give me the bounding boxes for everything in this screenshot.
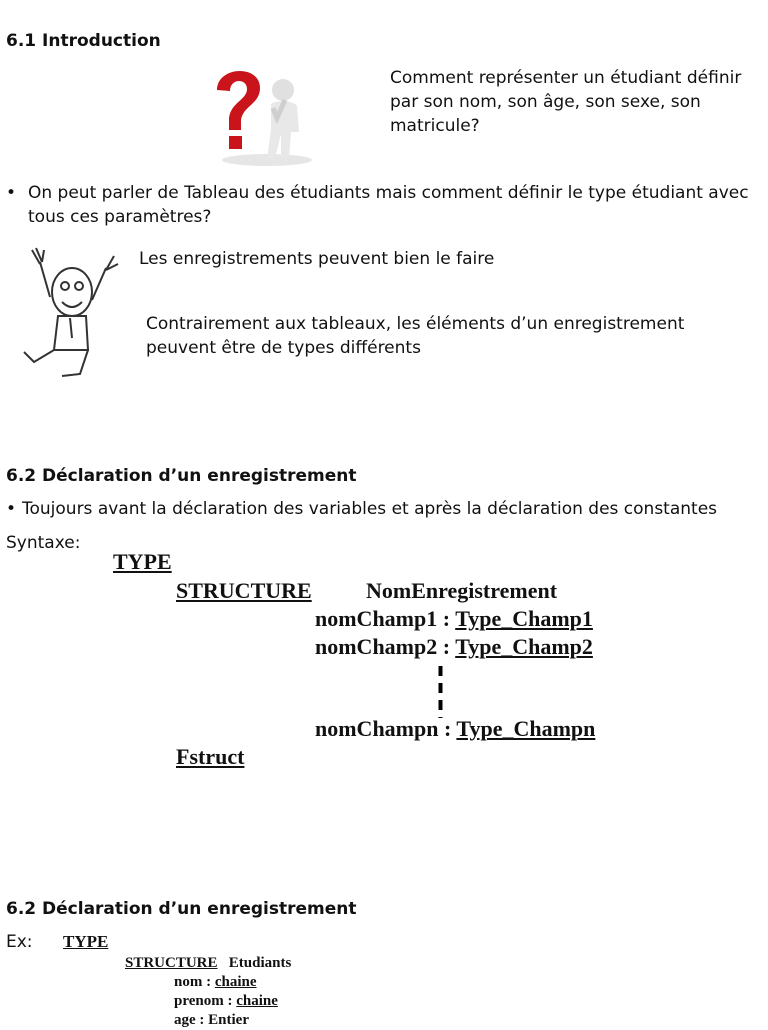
example-field-name: prenom : <box>174 993 237 1009</box>
answer-line-1: Les enregistrements peuvent bien le faire <box>139 249 495 269</box>
code-field-name: nomChampn : <box>315 716 457 741</box>
section-title-declaration: 6.2 Déclaration d’un enregistrement <box>6 466 357 486</box>
code-field-name: nomChamp2 : <box>315 634 456 659</box>
example-field-name: age : <box>174 1012 209 1028</box>
example-field-type: chaine <box>214 974 257 990</box>
continuation-dashes <box>438 666 443 718</box>
cartoon-man-icon <box>10 242 132 382</box>
section-title-intro: 6.1 Introduction <box>6 31 161 51</box>
example-struct-name: Etudiants <box>228 955 292 971</box>
code-field-row <box>315 634 593 660</box>
intro-bullet: On peut parler de Tableau des étudiants mais comment définir le type étudiant avec tous ces paramètres? <box>28 183 749 227</box>
code-field-type: Type_Champ2 <box>455 634 593 659</box>
example-field-type: chaine <box>236 993 278 1009</box>
code-field-name: nomChamp1 : <box>315 606 456 631</box>
code-field-row <box>315 716 595 742</box>
code-field-type: Type_Champ1 <box>455 606 593 631</box>
question-mark-person-icon <box>205 60 325 168</box>
example-type-keyword: TYPE <box>63 932 109 951</box>
example-field-row <box>174 992 278 1011</box>
bullet-dot-2: • <box>6 499 17 519</box>
answer-line-2: Contrairement aux tableaux, les éléments d’un enregistrement peuvent être de types différents <box>146 314 685 358</box>
code-end-keyword: Fstruct <box>176 744 245 769</box>
declaration-bullet: Toujours avant la déclaration des variables et après la déclaration des constantes <box>22 499 718 519</box>
intro-question: Comment représenter un étudiant définir par son nom, son âge, son sexe, son matricule? <box>390 68 742 136</box>
code-field-row <box>315 606 593 632</box>
code-type-keyword: TYPE <box>113 549 172 574</box>
example-structure-row <box>125 954 291 973</box>
section-title-example: 6.2 Déclaration d’un enregistrement <box>6 899 357 919</box>
example-label: Ex: <box>6 932 33 952</box>
syntax-label: Syntaxe: <box>6 533 81 553</box>
bullet-dot-1: • <box>6 183 17 203</box>
code-structure-keyword: STRUCTURE <box>176 578 312 603</box>
example-field-name: nom : <box>174 974 215 990</box>
example-field-row <box>174 973 257 992</box>
example-field-type: Entier <box>208 1012 249 1028</box>
example-structure-keyword: STRUCTURE <box>125 955 218 971</box>
code-field-type: Type_Champn <box>456 716 596 741</box>
code-struct-name: NomEnregistrement <box>366 578 558 603</box>
example-field-row <box>174 1011 249 1030</box>
